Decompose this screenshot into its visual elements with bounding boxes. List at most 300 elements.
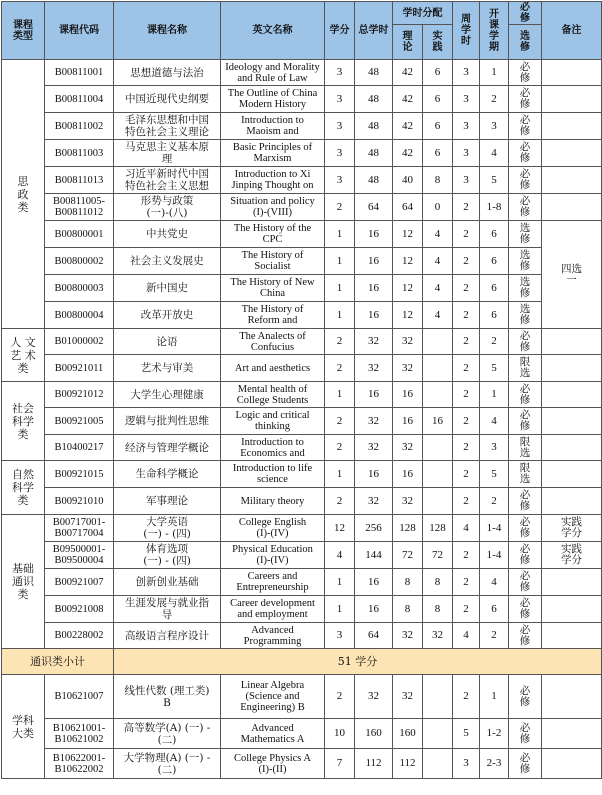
course-total-hours: 16 (355, 275, 393, 302)
course-name: 生命科学概论 (114, 461, 221, 488)
table-row (2, 329, 602, 355)
course-theory-hours: 32 (393, 435, 423, 461)
course-practice-hours: 8 (423, 569, 453, 596)
course-remark (542, 719, 602, 749)
course-required-type: 限 选 (509, 461, 542, 488)
course-required-type: 选 修 (509, 275, 542, 302)
header-practice: 实 践 (423, 25, 453, 60)
course-practice-hours: 4 (423, 221, 453, 248)
course-english-name: The History of New China (221, 275, 325, 302)
course-practice-hours: 8 (423, 167, 453, 194)
course-credit: 3 (325, 623, 355, 649)
course-english-name: Logic and critical thinking (221, 408, 325, 435)
course-theory-hours: 12 (393, 248, 423, 275)
course-credit: 10 (325, 719, 355, 749)
course-remark (542, 623, 602, 649)
course-name: 创新创业基础 (114, 569, 221, 596)
course-weekly-hours: 2 (453, 355, 480, 382)
course-theory-hours: 8 (393, 569, 423, 596)
course-weekly-hours: 2 (453, 435, 480, 461)
course-semester: 4 (480, 408, 509, 435)
course-code: B00811001 (45, 60, 114, 86)
course-weekly-hours: 2 (453, 542, 480, 569)
table-row (2, 382, 602, 408)
category-cell-sizheng: 思 政 类 (2, 60, 45, 329)
course-english-name: College Physics A (I)-(II) (221, 749, 325, 779)
course-semester: 3 (480, 435, 509, 461)
course-practice-hours (423, 382, 453, 408)
category-cell-renwen: 人 文 艺 术 类 (2, 329, 45, 382)
course-code: B10622001- B10622002 (45, 749, 114, 779)
header-theory: 理 论 (393, 25, 423, 60)
course-english-name: The History of Socialist (221, 248, 325, 275)
header-english: 英文名称 (221, 2, 325, 60)
course-remark (542, 488, 602, 515)
course-semester: 2 (480, 329, 509, 355)
course-required-type: 必 修 (509, 623, 542, 649)
course-weekly-hours: 3 (453, 167, 480, 194)
course-practice-hours (423, 461, 453, 488)
course-weekly-hours: 2 (453, 275, 480, 302)
course-credit: 1 (325, 221, 355, 248)
category-cell-jichu: 基础 通识 类 (2, 515, 45, 649)
course-credit: 12 (325, 515, 355, 542)
course-remark (542, 569, 602, 596)
course-theory-hours: 42 (393, 60, 423, 86)
course-english-name: Situation and policy (I)-(VIII) (221, 194, 325, 221)
table-row (2, 749, 602, 779)
course-weekly-hours: 2 (453, 461, 480, 488)
table-row (2, 302, 602, 329)
course-semester: 4 (480, 140, 509, 167)
course-weekly-hours: 4 (453, 623, 480, 649)
course-code: B10621007 (45, 675, 114, 719)
course-practice-hours (423, 329, 453, 355)
subtotal-row (2, 649, 602, 675)
course-name: 论语 (114, 329, 221, 355)
course-weekly-hours: 2 (453, 382, 480, 408)
course-credit: 3 (325, 86, 355, 113)
course-code: B00921008 (45, 596, 114, 623)
course-required-type: 必 修 (509, 408, 542, 435)
course-remark (542, 86, 602, 113)
course-practice-hours (423, 355, 453, 382)
table-row (2, 515, 602, 542)
course-practice-hours: 32 (423, 623, 453, 649)
course-theory-hours: 64 (393, 194, 423, 221)
table-row (2, 167, 602, 194)
course-required-type: 必 修 (509, 194, 542, 221)
course-credit: 1 (325, 275, 355, 302)
course-practice-hours (423, 488, 453, 515)
table-row (2, 488, 602, 515)
course-remark (542, 435, 602, 461)
course-credit: 1 (325, 596, 355, 623)
course-required-type: 必 修 (509, 140, 542, 167)
course-practice-hours: 16 (423, 408, 453, 435)
table-row (2, 623, 602, 649)
course-semester: 6 (480, 302, 509, 329)
course-name: 艺术与审美 (114, 355, 221, 382)
course-semester: 6 (480, 275, 509, 302)
course-practice-hours: 4 (423, 248, 453, 275)
course-english-name: Physical Education (I)-(IV) (221, 542, 325, 569)
header-remark: 备注 (542, 2, 602, 60)
course-total-hours: 32 (355, 355, 393, 382)
table-row (2, 461, 602, 488)
course-weekly-hours: 2 (453, 408, 480, 435)
course-name: 中共党史 (114, 221, 221, 248)
course-code: B00800002 (45, 248, 114, 275)
course-remark (542, 167, 602, 194)
course-total-hours: 112 (355, 749, 393, 779)
course-credit: 2 (325, 675, 355, 719)
category-cell-xueke: 学科 大类 (2, 675, 45, 779)
course-theory-hours: 12 (393, 221, 423, 248)
course-name: 社会主义发展史 (114, 248, 221, 275)
course-total-hours: 16 (355, 569, 393, 596)
course-weekly-hours: 2 (453, 221, 480, 248)
course-code: B00717001- B00717004 (45, 515, 114, 542)
course-required-type: 必 修 (509, 113, 542, 140)
course-english-name: Ideology and Morality and Rule of Law (221, 60, 325, 86)
course-remark (542, 675, 602, 719)
table-row (2, 408, 602, 435)
course-code: B00921011 (45, 355, 114, 382)
course-total-hours: 16 (355, 302, 393, 329)
course-english-name: The Outline of China Modern History (221, 86, 325, 113)
course-remark (542, 596, 602, 623)
course-code: B00811013 (45, 167, 114, 194)
course-theory-hours: 72 (393, 542, 423, 569)
course-theory-hours: 32 (393, 675, 423, 719)
header-name: 课程名称 (114, 2, 221, 60)
course-name: 经济与管理学概论 (114, 435, 221, 461)
course-english-name: College English (I)-(IV) (221, 515, 325, 542)
course-name: 形势与政策 (一)-(八) (114, 194, 221, 221)
table-row (2, 86, 602, 113)
course-weekly-hours: 3 (453, 86, 480, 113)
course-semester: 5 (480, 355, 509, 382)
course-weekly-hours: 2 (453, 596, 480, 623)
course-total-hours: 64 (355, 194, 393, 221)
course-theory-hours: 42 (393, 113, 423, 140)
table-row (2, 113, 602, 140)
course-credit: 7 (325, 749, 355, 779)
course-total-hours: 16 (355, 221, 393, 248)
course-total-hours: 32 (355, 675, 393, 719)
table-row (2, 248, 602, 275)
subtotal-label: 通识类小计 (2, 649, 114, 675)
header-elective: 选 修 (509, 25, 542, 60)
course-theory-hours: 40 (393, 167, 423, 194)
course-name: 大学生心理健康 (114, 382, 221, 408)
course-practice-hours: 72 (423, 542, 453, 569)
course-credit: 1 (325, 461, 355, 488)
course-weekly-hours: 5 (453, 719, 480, 749)
course-credit: 2 (325, 329, 355, 355)
course-total-hours: 32 (355, 488, 393, 515)
course-semester: 1 (480, 675, 509, 719)
course-credit: 2 (325, 488, 355, 515)
course-semester: 6 (480, 221, 509, 248)
course-english-name: Advanced Mathematics A (221, 719, 325, 749)
course-name: 大学英语 (一) - (四) (114, 515, 221, 542)
course-remark: 四选 一 (542, 221, 602, 329)
course-weekly-hours: 3 (453, 140, 480, 167)
course-credit: 1 (325, 248, 355, 275)
course-required-type: 必 修 (509, 596, 542, 623)
course-credit: 3 (325, 167, 355, 194)
course-name: 新中国史 (114, 275, 221, 302)
course-practice-hours: 6 (423, 86, 453, 113)
course-code: B00811002 (45, 113, 114, 140)
course-english-name: Art and aesthetics (221, 355, 325, 382)
course-total-hours: 48 (355, 86, 393, 113)
course-remark (542, 140, 602, 167)
course-remark (542, 113, 602, 140)
course-remark (542, 329, 602, 355)
course-credit: 2 (325, 435, 355, 461)
course-name: 大学物理(A) (一) - (二) (114, 749, 221, 779)
course-required-type: 必 修 (509, 675, 542, 719)
course-weekly-hours: 4 (453, 515, 480, 542)
header-required: 必 修 (509, 2, 542, 25)
course-theory-hours: 8 (393, 596, 423, 623)
course-credit: 1 (325, 382, 355, 408)
course-theory-hours: 42 (393, 140, 423, 167)
course-practice-hours (423, 749, 453, 779)
header-category: 课程 类型 (2, 2, 45, 60)
course-english-name: The History of the CPC (221, 221, 325, 248)
course-code: B01000002 (45, 329, 114, 355)
course-english-name: Introduction to Maoism and (221, 113, 325, 140)
course-total-hours: 144 (355, 542, 393, 569)
course-theory-hours: 160 (393, 719, 423, 749)
course-code: B00921005 (45, 408, 114, 435)
course-total-hours: 160 (355, 719, 393, 749)
course-required-type: 必 修 (509, 86, 542, 113)
course-theory-hours: 16 (393, 408, 423, 435)
course-semester: 2 (480, 488, 509, 515)
course-total-hours: 32 (355, 329, 393, 355)
course-english-name: Advanced Programming (221, 623, 325, 649)
table-row (2, 675, 602, 719)
table-row (2, 596, 602, 623)
course-total-hours: 16 (355, 248, 393, 275)
course-name: 思想道德与法治 (114, 60, 221, 86)
curriculum-table (1, 1, 602, 779)
course-name: 改革开放史 (114, 302, 221, 329)
course-theory-hours: 128 (393, 515, 423, 542)
course-name: 生涯发展与就业指 导 (114, 596, 221, 623)
course-code: B00921015 (45, 461, 114, 488)
course-semester: 1-8 (480, 194, 509, 221)
course-credit: 2 (325, 355, 355, 382)
course-weekly-hours: 3 (453, 60, 480, 86)
course-required-type: 限 选 (509, 355, 542, 382)
header-weekly: 周 学 时 (453, 2, 480, 60)
course-code: B10621001- B10621002 (45, 719, 114, 749)
course-name: 马克思主义基本原 理 (114, 140, 221, 167)
course-code: B00800004 (45, 302, 114, 329)
course-weekly-hours: 3 (453, 749, 480, 779)
course-name: 中国近现代史纲要 (114, 86, 221, 113)
course-theory-hours: 32 (393, 355, 423, 382)
course-credit: 2 (325, 408, 355, 435)
course-remark (542, 749, 602, 779)
course-remark: 实践 学分 (542, 515, 602, 542)
course-code: B09500001- B09500004 (45, 542, 114, 569)
course-remark (542, 60, 602, 86)
course-practice-hours: 6 (423, 60, 453, 86)
header-semester: 开 课 学 期 (480, 2, 509, 60)
course-required-type: 必 修 (509, 167, 542, 194)
course-required-type: 必 修 (509, 382, 542, 408)
course-theory-hours: 32 (393, 329, 423, 355)
course-english-name: Introduction to life science (221, 461, 325, 488)
course-semester: 4 (480, 569, 509, 596)
course-total-hours: 16 (355, 461, 393, 488)
course-code: B00811003 (45, 140, 114, 167)
course-semester: 5 (480, 461, 509, 488)
course-code: B00228002 (45, 623, 114, 649)
table-row (2, 542, 602, 569)
course-code: B00800003 (45, 275, 114, 302)
course-english-name: Introduction to Economics and (221, 435, 325, 461)
course-credit: 4 (325, 542, 355, 569)
course-semester: 6 (480, 248, 509, 275)
course-remark (542, 194, 602, 221)
course-credit: 3 (325, 140, 355, 167)
course-credit: 3 (325, 113, 355, 140)
course-total-hours: 64 (355, 623, 393, 649)
course-english-name: Linear Algebra (Science and Engineering) B (221, 675, 325, 719)
course-total-hours: 32 (355, 408, 393, 435)
course-code: B10400217 (45, 435, 114, 461)
course-total-hours: 256 (355, 515, 393, 542)
course-english-name: Careers and Entrepreneurship (221, 569, 325, 596)
course-code: B00800001 (45, 221, 114, 248)
course-practice-hours (423, 719, 453, 749)
course-theory-hours: 12 (393, 275, 423, 302)
course-practice-hours: 4 (423, 302, 453, 329)
course-practice-hours: 6 (423, 113, 453, 140)
course-name: 体育选项 (一) - (四) (114, 542, 221, 569)
course-practice-hours (423, 675, 453, 719)
course-required-type: 选 修 (509, 221, 542, 248)
header-total-hours: 总学时 (355, 2, 393, 60)
course-name: 线性代数 (理工类) B (114, 675, 221, 719)
course-name: 习近平新时代中国 特色社会主义思想 (114, 167, 221, 194)
table-row (2, 569, 602, 596)
course-credit: 2 (325, 194, 355, 221)
course-theory-hours: 16 (393, 382, 423, 408)
course-english-name: The Analects of Confucius (221, 329, 325, 355)
course-english-name: Introduction to Xi Jinping Thought on (221, 167, 325, 194)
course-english-name: The History of Reform and (221, 302, 325, 329)
course-name: 逻辑与批判性思维 (114, 408, 221, 435)
table-row (2, 719, 602, 749)
course-code: B00921010 (45, 488, 114, 515)
course-name: 军事理论 (114, 488, 221, 515)
course-remark: 实践 学分 (542, 542, 602, 569)
header-code: 课程代码 (45, 2, 114, 60)
course-semester: 2-3 (480, 749, 509, 779)
course-code: B00921007 (45, 569, 114, 596)
course-name: 高等数学(A) (一) - (二) (114, 719, 221, 749)
course-required-type: 必 修 (509, 329, 542, 355)
course-required-type: 选 修 (509, 248, 542, 275)
course-semester: 6 (480, 596, 509, 623)
course-required-type: 必 修 (509, 569, 542, 596)
course-required-type: 必 修 (509, 515, 542, 542)
course-english-name: Career development and employment (221, 596, 325, 623)
course-required-type: 必 修 (509, 542, 542, 569)
course-semester: 1-2 (480, 719, 509, 749)
category-cell-ziran: 自然 科学 类 (2, 461, 45, 515)
course-semester: 2 (480, 86, 509, 113)
table-body (2, 60, 602, 779)
course-remark (542, 461, 602, 488)
course-required-type: 必 修 (509, 60, 542, 86)
course-total-hours: 48 (355, 60, 393, 86)
course-total-hours: 16 (355, 382, 393, 408)
course-weekly-hours: 2 (453, 488, 480, 515)
course-weekly-hours: 2 (453, 194, 480, 221)
course-english-name: Military theory (221, 488, 325, 515)
course-name: 高级语言程序设计 (114, 623, 221, 649)
course-theory-hours: 42 (393, 86, 423, 113)
subtotal-value: 51 学分 (114, 649, 602, 675)
table-row (2, 194, 602, 221)
course-total-hours: 48 (355, 113, 393, 140)
course-semester: 2 (480, 623, 509, 649)
course-required-type: 必 修 (509, 488, 542, 515)
course-theory-hours: 32 (393, 488, 423, 515)
course-semester: 1-4 (480, 515, 509, 542)
course-code: B00921012 (45, 382, 114, 408)
course-total-hours: 48 (355, 167, 393, 194)
table-row (2, 60, 602, 86)
course-weekly-hours: 2 (453, 569, 480, 596)
course-remark (542, 408, 602, 435)
course-theory-hours: 12 (393, 302, 423, 329)
category-cell-shehui: 社会 科学 类 (2, 382, 45, 461)
course-theory-hours: 32 (393, 623, 423, 649)
header-credit: 学分 (325, 2, 355, 60)
course-code: B00811005- B00811012 (45, 194, 114, 221)
table-row (2, 140, 602, 167)
course-weekly-hours: 3 (453, 113, 480, 140)
course-practice-hours: 128 (423, 515, 453, 542)
course-required-type: 必 修 (509, 719, 542, 749)
course-total-hours: 48 (355, 140, 393, 167)
course-theory-hours: 112 (393, 749, 423, 779)
table-row (2, 275, 602, 302)
table-row (2, 435, 602, 461)
course-weekly-hours: 2 (453, 248, 480, 275)
course-semester: 1 (480, 382, 509, 408)
course-theory-hours: 16 (393, 461, 423, 488)
course-practice-hours: 8 (423, 596, 453, 623)
course-required-type: 必 修 (509, 749, 542, 779)
course-name: 毛泽东思想和中国 特色社会主义理论 (114, 113, 221, 140)
header-hour-distribution: 学时分配 (393, 2, 453, 25)
course-code: B00811004 (45, 86, 114, 113)
course-practice-hours: 0 (423, 194, 453, 221)
course-practice-hours (423, 435, 453, 461)
